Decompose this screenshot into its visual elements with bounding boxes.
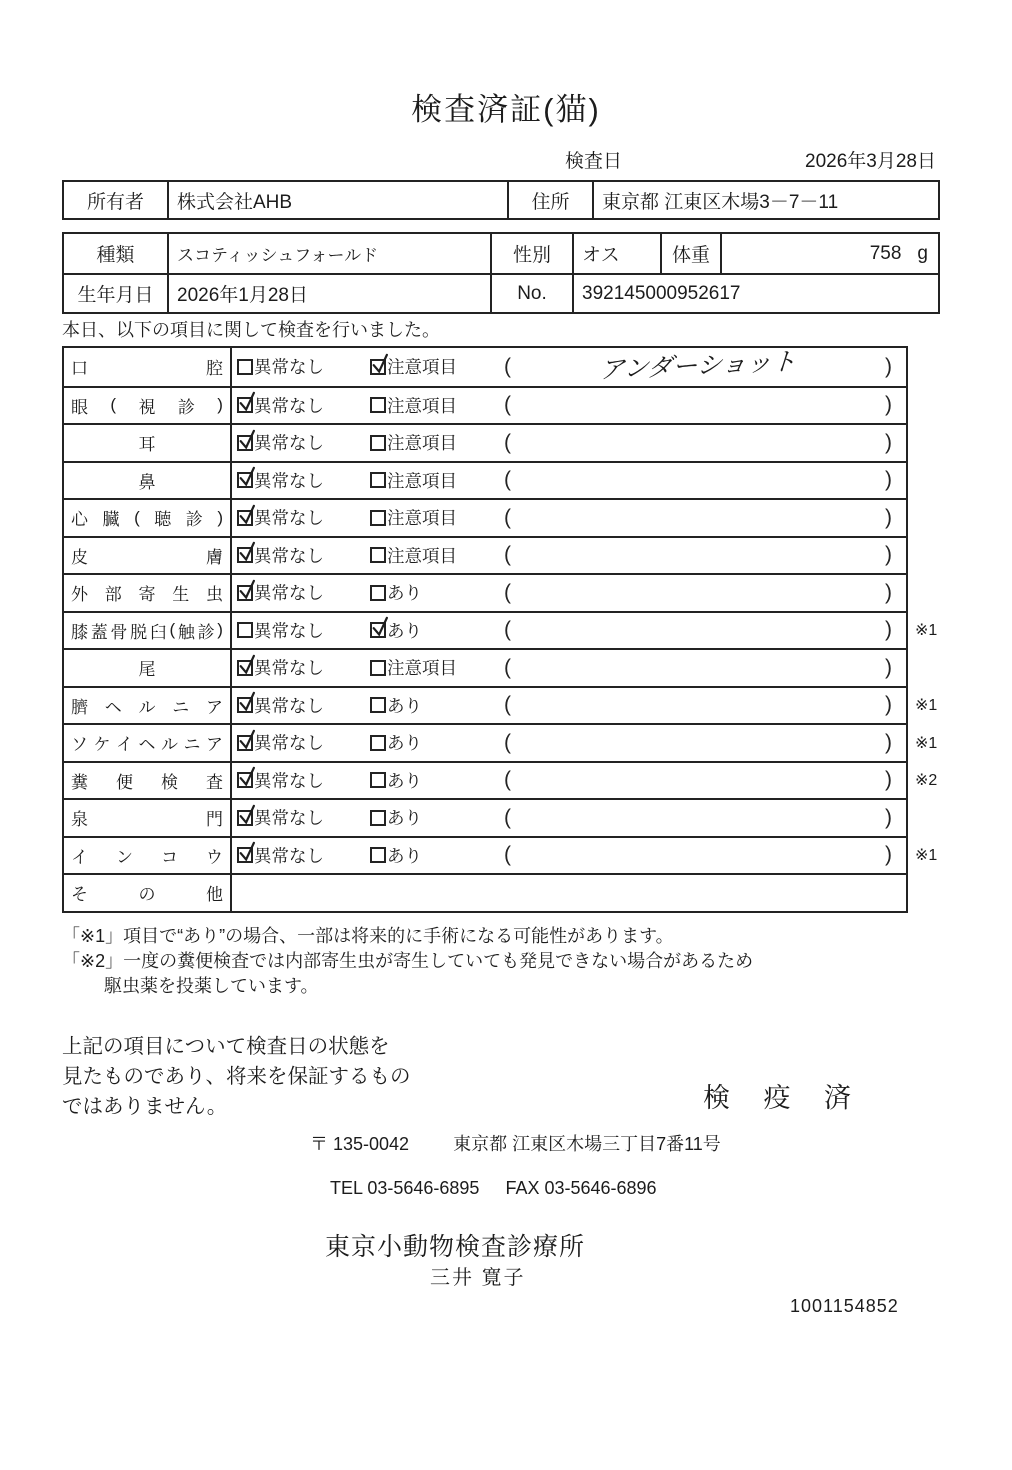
row-label: 膝 蓋 骨 脱 臼 ( 触 診 ) bbox=[64, 613, 232, 649]
close-paren: ) bbox=[885, 393, 892, 417]
opt1-label: 異常なし bbox=[254, 357, 324, 378]
opt1-checkbox bbox=[237, 847, 253, 863]
option-no-abnormality bbox=[237, 580, 370, 605]
row-note bbox=[511, 769, 885, 785]
row-note bbox=[511, 732, 885, 748]
opt2-label: 注意項目 bbox=[387, 395, 457, 416]
opt2-label: あり bbox=[387, 808, 422, 829]
table-row bbox=[64, 648, 906, 686]
animal-table bbox=[62, 232, 940, 314]
opt1-label: 異常なし bbox=[254, 395, 324, 416]
row-mark: ※1 bbox=[915, 847, 938, 865]
row-label: 鼻 bbox=[64, 463, 232, 499]
option-no-abnormality bbox=[237, 354, 370, 379]
opt2-checkbox bbox=[370, 847, 386, 863]
disclaimer-line-3: ではありません。 bbox=[62, 1095, 228, 1118]
opt2-label: あり bbox=[387, 695, 422, 716]
table-row bbox=[64, 723, 938, 761]
open-paren: ( bbox=[504, 618, 511, 642]
weight-value: 758 bbox=[869, 242, 902, 264]
opt2-label: あり bbox=[387, 583, 422, 604]
open-paren: ( bbox=[504, 505, 511, 529]
row-note bbox=[511, 694, 885, 710]
option-no-abnormality bbox=[237, 805, 370, 830]
veterinarian-name: 三井 寛子 bbox=[430, 1267, 526, 1289]
check-mark-icon bbox=[369, 616, 392, 639]
opt1-checkbox bbox=[237, 660, 253, 676]
check-mark-icon bbox=[369, 353, 392, 376]
row-content bbox=[232, 875, 906, 911]
opt2-checkbox bbox=[370, 660, 386, 676]
option-attention bbox=[370, 505, 504, 530]
option-no-abnormality bbox=[237, 393, 370, 418]
option-attention bbox=[370, 805, 504, 830]
opt1-label: 異常なし bbox=[254, 658, 324, 679]
close-paren: ) bbox=[885, 693, 892, 717]
row-content bbox=[232, 500, 906, 536]
open-paren: ( bbox=[504, 655, 511, 679]
opt2-label: 注意項目 bbox=[387, 508, 457, 529]
opt1-label: 異常なし bbox=[254, 583, 324, 604]
inspection-date-label: 検査日 bbox=[565, 151, 623, 172]
opt1-label: 異常なし bbox=[254, 470, 324, 491]
open-paren: ( bbox=[504, 393, 511, 417]
check-mark-icon bbox=[236, 804, 259, 827]
option-no-abnormality bbox=[237, 430, 370, 455]
row-note bbox=[511, 619, 885, 635]
table-row bbox=[64, 423, 906, 461]
opt1-checkbox bbox=[237, 359, 253, 375]
footnotes bbox=[62, 924, 753, 999]
footnote-2-continued: 駆虫薬を投薬しています。 bbox=[104, 976, 319, 996]
open-paren: ( bbox=[504, 768, 511, 792]
breed-value: スコティッシュフォールド bbox=[167, 234, 490, 273]
opt1-checkbox bbox=[237, 735, 253, 751]
option-no-abnormality bbox=[237, 468, 370, 493]
opt2-label: あり bbox=[387, 770, 422, 791]
row-content bbox=[232, 688, 906, 724]
option-attention bbox=[370, 393, 504, 418]
check-mark-icon bbox=[236, 541, 259, 564]
opt1-checkbox bbox=[237, 810, 253, 826]
check-mark-icon bbox=[236, 429, 259, 452]
row-mark: ※1 bbox=[915, 622, 938, 640]
opt2-label: 注意項目 bbox=[387, 470, 457, 491]
opt1-checkbox bbox=[237, 622, 253, 638]
weight-unit: g bbox=[917, 242, 928, 264]
no-label: No. bbox=[490, 273, 572, 312]
clinic-tel-line bbox=[330, 1178, 657, 1199]
birth-value: 2026年1月28日 bbox=[167, 273, 490, 312]
page-title: 検査済証(猫) bbox=[411, 92, 601, 127]
close-paren: ) bbox=[885, 543, 892, 567]
row-content bbox=[232, 348, 906, 386]
close-paren: ) bbox=[885, 430, 892, 454]
row-note bbox=[511, 394, 885, 410]
opt2-checkbox bbox=[370, 810, 386, 826]
opt1-checkbox bbox=[237, 772, 253, 788]
intro-text: 本日、以下の項目に関して検査を行いました。 bbox=[62, 320, 440, 340]
table-row bbox=[64, 686, 938, 724]
row-mark: ※1 bbox=[915, 697, 938, 715]
row-note: アンダーショット bbox=[598, 347, 798, 385]
option-no-abnormality bbox=[237, 505, 370, 530]
open-paren: ( bbox=[504, 580, 511, 604]
opt1-label: 異常なし bbox=[254, 845, 324, 866]
opt2-checkbox bbox=[370, 472, 386, 488]
opt2-checkbox bbox=[370, 735, 386, 751]
row-content bbox=[232, 463, 906, 499]
row-note bbox=[511, 582, 885, 598]
opt2-checkbox bbox=[370, 359, 386, 375]
row-content bbox=[232, 838, 906, 874]
row-label: イ ン コ ウ bbox=[64, 838, 232, 874]
disclaimer-line-1: 上記の項目について検査日の状態を bbox=[62, 1035, 390, 1058]
option-attention bbox=[370, 430, 504, 455]
row-note bbox=[511, 844, 885, 860]
open-paren: ( bbox=[504, 430, 511, 454]
row-content bbox=[232, 650, 906, 686]
close-paren: ) bbox=[885, 505, 892, 529]
check-mark-icon bbox=[236, 841, 259, 864]
row-content bbox=[232, 538, 906, 574]
breed-label: 種類 bbox=[96, 245, 135, 266]
clinic-postal-line bbox=[310, 1130, 721, 1156]
row-label: 皮 膚 bbox=[64, 538, 232, 574]
open-paren: ( bbox=[504, 693, 511, 717]
option-no-abnormality bbox=[237, 543, 370, 568]
row-content bbox=[232, 425, 906, 461]
option-no-abnormality bbox=[237, 843, 370, 868]
opt1-label: 異常なし bbox=[254, 733, 324, 754]
table-row bbox=[64, 836, 938, 874]
check-mark-icon bbox=[236, 766, 259, 789]
opt2-checkbox bbox=[370, 585, 386, 601]
table-row bbox=[64, 573, 906, 611]
close-paren: ) bbox=[885, 655, 892, 679]
quarantine-stamp: 検 疫 済 bbox=[703, 1083, 865, 1113]
option-attention bbox=[370, 843, 504, 868]
table-row bbox=[64, 611, 938, 649]
opt1-checkbox bbox=[237, 697, 253, 713]
opt2-label: 注意項目 bbox=[387, 357, 457, 378]
row-mark: ※2 bbox=[915, 772, 938, 790]
check-mark-icon bbox=[236, 466, 259, 489]
weight-cell bbox=[720, 234, 938, 273]
row-label: ソ ケ イ ヘ ル ニ ア bbox=[64, 725, 232, 761]
row-content bbox=[232, 613, 906, 649]
clinic-postal-code: 〒 135-0042 bbox=[310, 1134, 410, 1154]
disclaimer bbox=[62, 1032, 411, 1122]
option-attention bbox=[370, 618, 504, 643]
close-paren: ) bbox=[885, 805, 892, 829]
check-mark-icon bbox=[236, 504, 259, 527]
opt1-checkbox bbox=[237, 435, 253, 451]
owner-value: 株式会社AHB bbox=[167, 182, 507, 218]
table-row bbox=[64, 348, 906, 386]
close-paren: ) bbox=[885, 354, 892, 378]
weight-label: 体重 bbox=[660, 234, 720, 273]
close-paren: ) bbox=[885, 768, 892, 792]
option-no-abnormality bbox=[237, 768, 370, 793]
opt2-checkbox bbox=[370, 622, 386, 638]
option-attention bbox=[370, 354, 504, 379]
opt2-checkbox bbox=[370, 397, 386, 413]
inspection-date-row bbox=[565, 146, 936, 173]
option-attention bbox=[370, 468, 504, 493]
owner-label: 所有者 bbox=[86, 191, 144, 213]
row-content bbox=[232, 575, 906, 611]
table-row bbox=[64, 873, 906, 911]
row-label: 泉 門 bbox=[64, 800, 232, 836]
footnote-2: 「※2」一度の糞便検査では内部寄生虫が寄生していても発見できない場合があるため bbox=[62, 951, 754, 971]
opt2-label: あり bbox=[387, 620, 422, 641]
opt2-label: あり bbox=[387, 733, 422, 754]
opt1-checkbox bbox=[237, 547, 253, 563]
opt1-label: 異常なし bbox=[254, 808, 324, 829]
option-attention bbox=[370, 730, 504, 755]
owner-address-value: 東京都 江東区木場3－7－11 bbox=[592, 182, 938, 218]
owner-address-label: 住所 bbox=[507, 182, 592, 218]
table-row bbox=[64, 386, 906, 424]
table-row bbox=[64, 461, 906, 499]
option-no-abnormality bbox=[237, 693, 370, 718]
opt1-checkbox bbox=[237, 472, 253, 488]
document-code: 1001154852 bbox=[790, 1296, 899, 1316]
clinic-tel: TEL 03-5646-6895 bbox=[330, 1178, 480, 1198]
opt1-checkbox bbox=[237, 585, 253, 601]
close-paren: ) bbox=[885, 618, 892, 642]
row-content bbox=[232, 800, 906, 836]
opt2-checkbox bbox=[370, 510, 386, 526]
check-mark-icon bbox=[236, 691, 259, 714]
close-paren: ) bbox=[885, 843, 892, 867]
inspection-table bbox=[62, 346, 938, 913]
row-content bbox=[232, 388, 906, 424]
opt2-label: あり bbox=[387, 845, 422, 866]
opt1-label: 異常なし bbox=[254, 508, 324, 529]
opt1-label: 異常なし bbox=[254, 770, 324, 791]
sex-value: オス bbox=[572, 234, 660, 273]
row-mark: ※1 bbox=[915, 734, 938, 752]
opt2-checkbox bbox=[370, 772, 386, 788]
option-no-abnormality bbox=[237, 618, 370, 643]
check-mark-icon bbox=[236, 391, 259, 414]
row-note bbox=[511, 469, 885, 485]
opt2-checkbox bbox=[370, 547, 386, 563]
clinic-fax: FAX 03-5646-6896 bbox=[505, 1178, 657, 1198]
opt2-label: 注意項目 bbox=[387, 433, 457, 454]
footnote-1: 「※1」項目で“あり”の場合、一部は将来的に手術になる可能性があります。 bbox=[62, 926, 674, 946]
row-note bbox=[511, 507, 885, 523]
table-row bbox=[64, 536, 906, 574]
option-no-abnormality bbox=[237, 655, 370, 680]
row-label: 心 臓 ( 聴 診 ) bbox=[64, 500, 232, 536]
option-attention bbox=[370, 768, 504, 793]
opt1-checkbox bbox=[237, 397, 253, 413]
open-paren: ( bbox=[504, 543, 511, 567]
opt1-label: 異常なし bbox=[254, 433, 324, 454]
option-no-abnormality bbox=[237, 730, 370, 755]
row-note bbox=[511, 807, 885, 823]
table-row bbox=[64, 798, 906, 836]
row-label: 口 腔 bbox=[64, 348, 232, 386]
option-attention bbox=[370, 543, 504, 568]
check-mark-icon bbox=[236, 654, 259, 677]
option-attention bbox=[370, 693, 504, 718]
row-note bbox=[511, 657, 885, 673]
row-label: 臍 ヘ ル ニ ア bbox=[64, 688, 232, 724]
row-content bbox=[232, 763, 906, 799]
birth-label: 生年月日 bbox=[64, 273, 167, 312]
row-label: 外 部 寄 生 虫 bbox=[64, 575, 232, 611]
no-value: 392145000952617 bbox=[572, 273, 938, 312]
open-paren: ( bbox=[504, 468, 511, 492]
clinic-address: 東京都 江東区木場三丁目7番11号 bbox=[453, 1134, 721, 1154]
disclaimer-line-2: 見たものであり、将来を保証するもの bbox=[62, 1065, 411, 1088]
row-note bbox=[511, 544, 885, 560]
opt1-checkbox bbox=[237, 510, 253, 526]
option-attention bbox=[370, 655, 504, 680]
row-note bbox=[511, 432, 885, 448]
row-content bbox=[232, 725, 906, 761]
row-label: 尾 bbox=[64, 650, 232, 686]
row-label: 糞 便 検 査 bbox=[64, 763, 232, 799]
open-paren: ( bbox=[504, 805, 511, 829]
open-paren: ( bbox=[504, 730, 511, 754]
table-row bbox=[64, 761, 938, 799]
owner-table bbox=[62, 180, 940, 220]
row-label: 眼 ( 視 診 ) bbox=[64, 388, 232, 424]
check-mark-icon bbox=[236, 579, 259, 602]
close-paren: ) bbox=[885, 580, 892, 604]
open-paren: ( bbox=[504, 843, 511, 867]
sex-label: 性別 bbox=[490, 234, 572, 273]
close-paren: ) bbox=[885, 468, 892, 492]
table-row bbox=[64, 498, 906, 536]
check-mark-icon bbox=[236, 729, 259, 752]
row-label: 耳 bbox=[64, 425, 232, 461]
clinic-name: 東京小動物検査診療所 bbox=[325, 1233, 586, 1261]
opt1-label: 異常なし bbox=[254, 545, 324, 566]
opt2-label: 注意項目 bbox=[387, 658, 457, 679]
opt2-checkbox bbox=[370, 435, 386, 451]
opt2-checkbox bbox=[370, 697, 386, 713]
opt2-label: 注意項目 bbox=[387, 545, 457, 566]
option-attention bbox=[370, 580, 504, 605]
close-paren: ) bbox=[885, 730, 892, 754]
row-label: そ の 他 bbox=[64, 875, 232, 911]
open-paren: ( bbox=[504, 354, 511, 378]
opt1-label: 異常なし bbox=[254, 695, 324, 716]
opt1-label: 異常なし bbox=[254, 620, 324, 641]
inspection-date-value: 2026年3月28日 bbox=[805, 151, 936, 172]
